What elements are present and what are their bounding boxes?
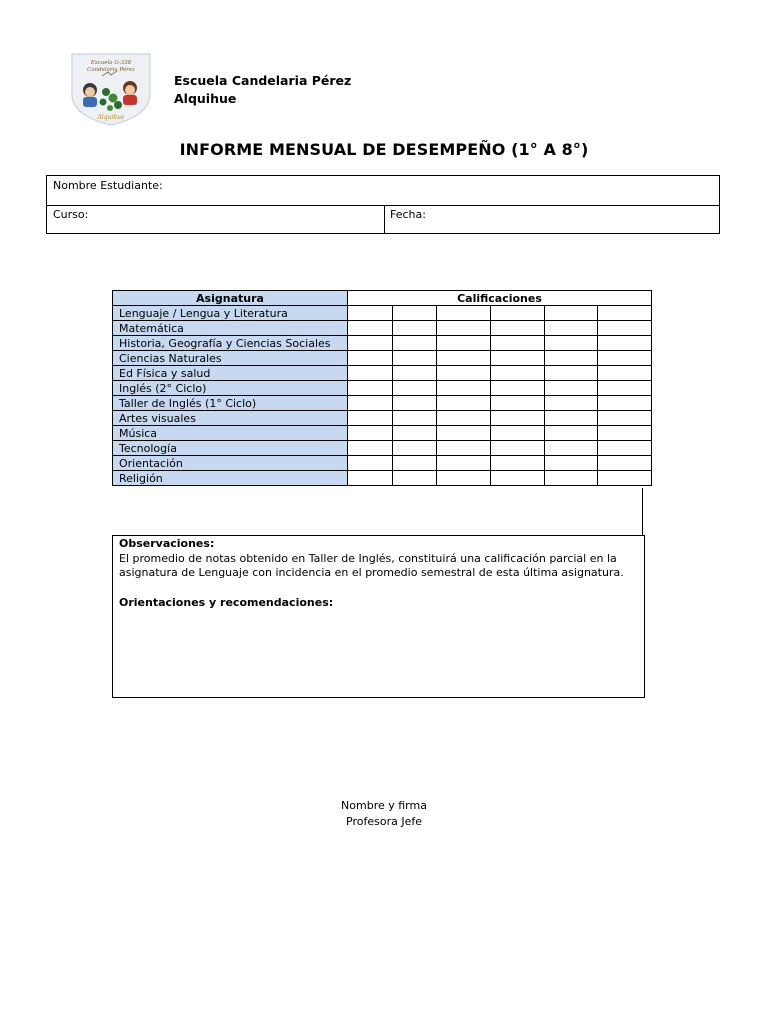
subject-name: Tecnología xyxy=(113,441,348,456)
grade-cell[interactable] xyxy=(491,426,545,441)
signature-role-label: Profesora Jefe xyxy=(346,815,422,828)
grade-cell[interactable] xyxy=(348,321,393,336)
subject-name: Matemática xyxy=(113,321,348,336)
grade-cell[interactable] xyxy=(545,396,598,411)
grade-cell[interactable] xyxy=(545,381,598,396)
grade-cell[interactable] xyxy=(598,321,652,336)
course-label: Curso: xyxy=(53,208,89,221)
grades-header-row xyxy=(113,291,652,306)
grade-cell[interactable] xyxy=(437,336,491,351)
observations-box xyxy=(112,535,645,698)
grade-cell[interactable] xyxy=(348,306,393,321)
grade-cell[interactable] xyxy=(437,441,491,456)
grades-header: Calificaciones xyxy=(348,291,652,306)
subject-name: Inglés (2° Ciclo) xyxy=(113,381,348,396)
grade-cell[interactable] xyxy=(393,456,437,471)
grade-cell[interactable] xyxy=(545,351,598,366)
subject-name: Religión xyxy=(113,471,348,486)
grade-cell[interactable] xyxy=(598,456,652,471)
student-name-label: Nombre Estudiante: xyxy=(53,179,163,192)
grade-cell[interactable] xyxy=(393,396,437,411)
school-crest-icon xyxy=(68,50,154,126)
grade-cell[interactable] xyxy=(437,471,491,486)
subject-row xyxy=(113,411,652,426)
subject-row xyxy=(113,336,652,351)
grade-cell[interactable] xyxy=(348,411,393,426)
subject-name: Lenguaje / Lengua y Literatura xyxy=(113,306,348,321)
school-name: Escuela Candelaria Pérez xyxy=(174,73,352,88)
grade-cell[interactable] xyxy=(491,321,545,336)
grade-cell[interactable] xyxy=(598,306,652,321)
grade-cell[interactable] xyxy=(393,336,437,351)
grade-cell[interactable] xyxy=(598,411,652,426)
grade-cell[interactable] xyxy=(348,471,393,486)
school-location: Alquihue xyxy=(174,91,237,106)
grade-cell[interactable] xyxy=(545,336,598,351)
subject-name: Taller de Inglés (1° Ciclo) xyxy=(113,396,348,411)
grade-cell[interactable] xyxy=(491,471,545,486)
svg-text:Candelaria Pérez: Candelaria Pérez xyxy=(87,67,135,73)
grade-cell[interactable] xyxy=(545,426,598,441)
observations-title: Observaciones: xyxy=(119,537,215,550)
grade-cell[interactable] xyxy=(393,441,437,456)
grade-cell[interactable] xyxy=(545,306,598,321)
grade-cell[interactable] xyxy=(598,336,652,351)
subject-name: Ciencias Naturales xyxy=(113,351,348,366)
grade-cell[interactable] xyxy=(491,441,545,456)
subject-name: Artes visuales xyxy=(113,411,348,426)
observations-text: El promedio de notas obtenido en Taller de Inglés, constituirá una calificación parcial en la asignatura de Lenguaje con incidencia en el promedio semestral de esta última asignatura. xyxy=(119,551,624,579)
subject-name: Historia, Geografía y Ciencias Sociales xyxy=(113,336,348,351)
student-name-row[interactable] xyxy=(47,176,719,206)
grade-cell[interactable] xyxy=(348,456,393,471)
svg-text:Escuela G-338: Escuela G-338 xyxy=(90,60,132,66)
date-label: Fecha: xyxy=(390,208,426,221)
grade-cell[interactable] xyxy=(598,396,652,411)
grade-cell[interactable] xyxy=(348,381,393,396)
subject-row xyxy=(113,306,652,321)
grade-cell[interactable] xyxy=(491,381,545,396)
signature-name-label: Nombre y firma xyxy=(341,799,427,812)
subject-row xyxy=(113,381,652,396)
grade-cell[interactable] xyxy=(393,306,437,321)
grade-cell[interactable] xyxy=(393,471,437,486)
grade-cell[interactable] xyxy=(491,396,545,411)
grade-cell[interactable] xyxy=(598,426,652,441)
subject-row xyxy=(113,351,652,366)
grade-cell[interactable] xyxy=(348,426,393,441)
grade-cell[interactable] xyxy=(393,381,437,396)
grade-cell[interactable] xyxy=(437,411,491,426)
grade-cell[interactable] xyxy=(348,351,393,366)
grade-cell[interactable] xyxy=(393,411,437,426)
grade-cell[interactable] xyxy=(393,366,437,381)
grade-cell[interactable] xyxy=(545,456,598,471)
grade-cell[interactable] xyxy=(598,441,652,456)
subject-row xyxy=(113,366,652,381)
grade-cell[interactable] xyxy=(491,456,545,471)
grade-cell[interactable] xyxy=(437,456,491,471)
divider xyxy=(384,206,385,234)
grade-cell[interactable] xyxy=(491,336,545,351)
grade-cell[interactable] xyxy=(491,306,545,321)
grade-cell[interactable] xyxy=(437,321,491,336)
subject-row xyxy=(113,456,652,471)
grade-cell[interactable] xyxy=(348,396,393,411)
grade-cell[interactable] xyxy=(545,441,598,456)
grade-cell[interactable] xyxy=(437,426,491,441)
grade-cell[interactable] xyxy=(437,306,491,321)
grade-cell[interactable] xyxy=(393,351,437,366)
grade-cell[interactable] xyxy=(598,471,652,486)
course-date-row xyxy=(47,206,719,234)
student-info-box xyxy=(46,175,720,234)
grade-cell[interactable] xyxy=(598,381,652,396)
document-title: INFORME MENSUAL DE DESEMPEÑO (1° A 8°) xyxy=(179,140,589,159)
grade-cell[interactable] xyxy=(437,351,491,366)
subject-name: Orientación xyxy=(113,456,348,471)
subject-row xyxy=(113,441,652,456)
subject-row xyxy=(113,426,652,441)
grade-cell[interactable] xyxy=(437,366,491,381)
grade-cell[interactable] xyxy=(545,321,598,336)
grade-cell[interactable] xyxy=(545,471,598,486)
grade-cell[interactable] xyxy=(393,321,437,336)
table-border-extension xyxy=(642,488,645,536)
subject-name: Ed Física y salud xyxy=(113,366,348,381)
grade-cell[interactable] xyxy=(437,381,491,396)
grade-cell[interactable] xyxy=(545,366,598,381)
grade-cell[interactable] xyxy=(348,336,393,351)
grade-cell[interactable] xyxy=(348,441,393,456)
subject-row xyxy=(113,396,652,411)
grade-cell[interactable] xyxy=(437,396,491,411)
grade-cell[interactable] xyxy=(491,411,545,426)
subject-header: Asignatura xyxy=(113,291,348,306)
orientations-title: Orientaciones y recomendaciones: xyxy=(119,595,334,609)
subject-name: Música xyxy=(113,426,348,441)
grade-cell[interactable] xyxy=(491,366,545,381)
subject-row xyxy=(113,471,652,486)
grade-cell[interactable] xyxy=(598,366,652,381)
grades-table xyxy=(112,290,652,486)
subject-row xyxy=(113,321,652,336)
grade-cell[interactable] xyxy=(491,351,545,366)
grade-cell[interactable] xyxy=(598,351,652,366)
grade-cell[interactable] xyxy=(393,426,437,441)
grade-cell[interactable] xyxy=(348,366,393,381)
grade-cell[interactable] xyxy=(545,411,598,426)
svg-text:Alquihue: Alquihue xyxy=(97,114,125,121)
